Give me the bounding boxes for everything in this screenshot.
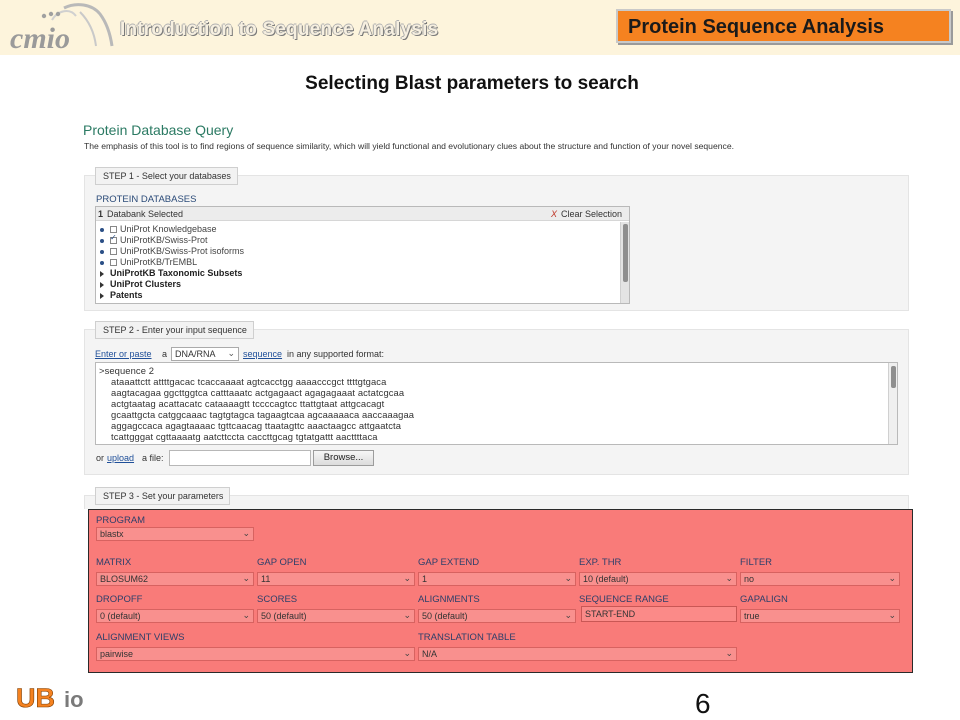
gap-extend-label: GAP EXTEND — [418, 557, 480, 568]
sequence-line: aagtacagaa ggcttggtca catttaaatc actgagaact agagagaaat actatcgcaa — [111, 387, 405, 398]
database-list-scrollbar[interactable] — [620, 222, 629, 303]
program-select[interactable] — [96, 527, 254, 541]
gapalign-select[interactable] — [740, 609, 900, 623]
sequence-line: tcattgggat cgttaaaatg aatcttccta caccttgcag tgtatgattt aacttttaca — [111, 431, 378, 442]
seq-type-value: DNA/RNA — [175, 349, 216, 359]
checkbox-checked[interactable] — [110, 237, 117, 244]
bullet-icon — [100, 239, 104, 243]
gap-open-value: 11 — [261, 574, 271, 584]
chevron-down-icon: ⌄ — [403, 573, 411, 583]
db-item-trembl[interactable] — [100, 257, 197, 267]
gap-extend-select[interactable] — [418, 572, 576, 586]
sequence-range-label: SEQUENCE RANGE — [579, 594, 669, 605]
matrix-select[interactable] — [96, 572, 254, 586]
clear-selection-link[interactable]: Clear Selection — [561, 209, 623, 219]
or-text: or — [96, 453, 105, 463]
translation-table-value: N/A — [422, 649, 438, 659]
dropoff-label: DROPOFF — [96, 594, 143, 605]
sequence-range-input[interactable]: START-END — [581, 606, 737, 622]
gapalign-label: GAPALIGN — [740, 594, 788, 605]
sequence-line: actgtaatag acattacatc cataaaagtt tccccagtcc ttattgtaat attgcacagt — [111, 398, 385, 409]
chevron-down-icon: ⌄ — [888, 573, 896, 583]
matrix-label: MATRIX — [96, 557, 132, 568]
ubio-logo-text-ub: UB — [16, 683, 55, 713]
db-group-taxonomic[interactable] — [100, 268, 242, 278]
db-group-label: UniProtKB Taxonomic Subsets — [110, 268, 243, 278]
clear-x-icon[interactable]: X — [551, 209, 558, 219]
bullet-icon — [100, 250, 104, 254]
bullet-icon — [100, 228, 104, 232]
chevron-down-icon: ⌄ — [242, 610, 250, 620]
expand-triangle-icon — [100, 282, 104, 288]
parameters-highlight-panel — [88, 509, 913, 673]
sequence-header: >sequence 2 — [99, 365, 155, 376]
chevron-down-icon: ⌄ — [564, 573, 572, 583]
ubio-logo-text-io: io — [64, 687, 84, 712]
db-group-patents[interactable] — [100, 290, 143, 300]
protein-databases-label: PROTEIN DATABASES — [96, 194, 197, 205]
gap-open-select[interactable] — [257, 572, 415, 586]
alignments-label: ALIGNMENTS — [418, 594, 480, 605]
step1-legend: STEP 1 - Select your databases — [95, 167, 238, 185]
step2-legend: STEP 2 - Enter your input sequence — [95, 321, 254, 339]
alignment-views-label: ALIGNMENT VIEWS — [96, 632, 185, 643]
db-item-label: UniProt Knowledgebase — [120, 224, 217, 234]
slide-title: Selecting Blast parameters to search — [305, 73, 639, 94]
program-value: blastx — [100, 529, 124, 539]
selected-text: Databank Selected — [107, 209, 184, 219]
chevron-down-icon: ⌄ — [242, 528, 250, 538]
form-description: The emphasis of this tool is to find regions of sequence similarity, which will yield functional and evolutionary clues about the structure and function of your novel sequence. — [84, 141, 734, 151]
db-item-uniprot-kb[interactable] — [100, 224, 217, 234]
chevron-down-icon: ⌄ — [242, 573, 250, 583]
ubio-logo — [16, 681, 96, 713]
sequence-line: gcaattgcta catggcaaac tagtgtagca tagaagtcaa agcaaaaaca aaccaaagaa — [111, 409, 415, 420]
sequence-link[interactable]: sequence — [243, 349, 283, 359]
db-group-clusters[interactable] — [100, 279, 181, 289]
scores-label: SCORES — [257, 594, 298, 605]
scores-value: 50 (default) — [261, 611, 307, 621]
db-group-label: Patents — [110, 290, 143, 300]
section-badge — [616, 9, 951, 43]
selected-count: 1 — [98, 209, 104, 219]
browse-button[interactable]: Browse... — [313, 450, 374, 466]
alignments-select[interactable] — [418, 609, 576, 623]
db-item-label: UniProtKB/TrEMBL — [120, 257, 198, 267]
upload-link[interactable]: upload — [107, 453, 135, 463]
chevron-down-icon: ⌄ — [564, 610, 572, 620]
program-label: PROGRAM — [96, 515, 146, 526]
sequence-textarea[interactable] — [95, 362, 898, 445]
alignment-views-value: pairwise — [100, 649, 134, 659]
db-group-label: UniProt Clusters — [110, 279, 182, 289]
db-item-swiss-prot[interactable] — [100, 235, 208, 245]
enter-or-paste-link[interactable]: Enter or paste — [95, 349, 152, 359]
chevron-down-icon: ⌄ — [227, 348, 235, 358]
db-item-swiss-prot-isoforms[interactable] — [100, 246, 244, 256]
gap-open-label: GAP OPEN — [257, 557, 307, 568]
filter-value: no — [744, 574, 755, 584]
chevron-down-icon: ⌄ — [403, 610, 411, 620]
database-list[interactable] — [95, 206, 630, 304]
slide-header — [0, 0, 960, 55]
chevron-down-icon: ⌄ — [725, 648, 733, 658]
filter-select[interactable] — [740, 572, 900, 586]
exp-thr-value: 10 (default) — [583, 574, 629, 584]
exp-thr-label: EXP. THR — [579, 557, 622, 568]
checkbox[interactable] — [110, 259, 117, 266]
alignment-views-select[interactable] — [96, 647, 415, 661]
supported-format-text: in any supported format: — [287, 349, 385, 359]
checkbox[interactable] — [110, 226, 117, 233]
section-badge-label: Protein Sequence Analysis — [628, 16, 885, 38]
sequence-scrollbar[interactable] — [888, 363, 897, 444]
database-list-header — [96, 207, 629, 221]
translation-table-select[interactable] — [418, 647, 737, 661]
checkbox[interactable] — [110, 248, 117, 255]
exp-thr-select[interactable] — [579, 572, 737, 586]
expand-triangle-icon — [100, 293, 104, 299]
form-title: Protein Database Query — [83, 122, 234, 138]
sequence-line: ataaattctt attttgacac tcaccaaaat agtcacctgg aaaacccgct ttttgtgaca — [111, 376, 387, 387]
chevron-down-icon: ⌄ — [403, 648, 411, 658]
sequence-line: aggagccaca agagtaaaac tgttcaacag ttaatagttc aaactaagcc attgaatcta — [111, 420, 402, 431]
cmio-logo-text: cmio — [10, 22, 70, 54]
file-path-input[interactable] — [169, 450, 311, 466]
translation-table-label: TRANSLATION TABLE — [418, 632, 516, 643]
seq-type-select[interactable] — [171, 347, 239, 361]
article-a: a — [162, 349, 168, 359]
chevron-down-icon: ⌄ — [888, 610, 896, 620]
bullet-icon — [100, 261, 104, 265]
expand-triangle-icon — [100, 271, 104, 277]
alignments-value: 50 (default) — [422, 611, 468, 621]
db-item-label: UniProtKB/Swiss-Prot — [120, 235, 208, 245]
db-item-label: UniProtKB/Swiss-Prot isoforms — [120, 246, 245, 256]
a-file-text: a file: — [142, 453, 164, 463]
scrollbar-thumb[interactable] — [891, 366, 896, 388]
step3-legend: STEP 3 - Set your parameters — [95, 487, 230, 505]
gap-extend-value: 1 — [422, 574, 428, 584]
dropoff-value: 0 (default) — [100, 611, 141, 621]
filter-label: FILTER — [740, 557, 773, 568]
chevron-down-icon: ⌄ — [725, 573, 733, 583]
gapalign-value: true — [744, 611, 760, 621]
cmio-logo — [6, 2, 114, 54]
page-number: 6 — [695, 688, 711, 719]
dropoff-select[interactable] — [96, 609, 254, 623]
matrix-value: BLOSUM62 — [100, 574, 149, 584]
course-title: Introduction to Sequence Analysis — [120, 19, 439, 40]
scores-select[interactable] — [257, 609, 415, 623]
scrollbar-thumb[interactable] — [623, 224, 628, 282]
